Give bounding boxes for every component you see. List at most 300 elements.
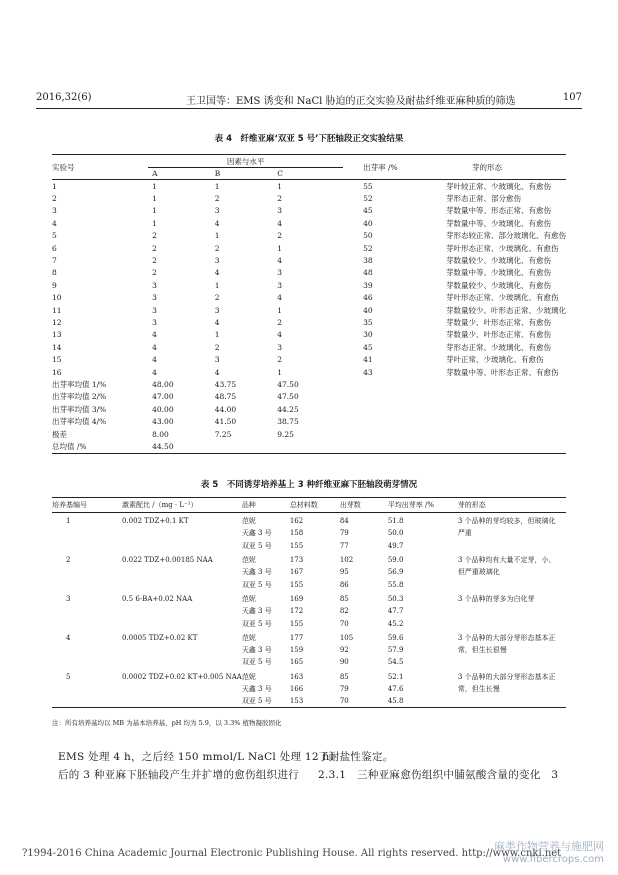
table-row xyxy=(52,566,566,578)
cell-average-rate: 59.6 xyxy=(387,633,404,642)
table-row xyxy=(52,630,566,644)
cell-factor-a: 1 xyxy=(152,206,157,216)
cell-morphology xyxy=(454,617,566,629)
cell-factor-c: 1 xyxy=(277,243,283,253)
row-label: 10 xyxy=(52,293,62,303)
cell-sprout-count: 77 xyxy=(339,541,349,550)
cell-medium-no xyxy=(52,527,122,539)
header-medium-no: 培养基编号 xyxy=(52,498,122,513)
table5-note: 注：所有培养基均以 MB 为基本培养基，pH 均为 5.9，以 3.3% 植物凝胶固化 xyxy=(52,719,282,727)
cell-factor-c: 2 xyxy=(277,231,283,241)
cell-factor-a: 47.00 xyxy=(152,392,174,402)
table-row xyxy=(52,267,566,279)
body-right-line-1: 了耐盐性鉴定。 xyxy=(318,751,394,763)
cell-morphology xyxy=(454,695,566,708)
header-factor-level: 因素与水平 xyxy=(148,155,343,168)
cell-sprout-count: 79 xyxy=(339,529,349,538)
table-row xyxy=(52,656,566,668)
cell-sprout-count: 92 xyxy=(339,646,349,655)
table-row xyxy=(52,230,566,242)
cell-total-material: 177 xyxy=(289,633,304,642)
cell-morphology: 芽形态较正常、部分玻璃化、有愈伤 xyxy=(446,231,566,241)
watermark-title: 麻类作物营养与施肥网 xyxy=(494,840,604,853)
cell-medium-no xyxy=(52,644,122,656)
cell-factor-b: 3 xyxy=(214,256,220,266)
cell-factor-a: 3 xyxy=(152,280,157,290)
table-row xyxy=(52,217,566,229)
table-row xyxy=(52,527,566,539)
cell-factor-b xyxy=(211,440,274,453)
cell-factor-b: 3 xyxy=(214,305,220,315)
row-label: 8 xyxy=(52,268,57,278)
table-row xyxy=(52,391,566,403)
cell-morphology: 芽叶形态正常、少玻璃化、有愈伤 xyxy=(446,243,559,253)
cell-factor-c: 9.25 xyxy=(277,429,294,439)
cell-morphology xyxy=(432,378,566,390)
cell-factor-c: 4 xyxy=(277,256,283,266)
cell-morphology xyxy=(454,605,566,617)
table-row xyxy=(52,180,566,193)
cell-morphology: 芽数量中等、少玻璃化、有愈伤 xyxy=(446,218,551,228)
cell-sprout-rate: 40 xyxy=(363,218,373,228)
cell-sprout-rate: 45 xyxy=(363,206,373,216)
cell-factor-c: 1 xyxy=(277,367,283,377)
table-row xyxy=(52,540,566,552)
cell-factor-a: 2 xyxy=(152,231,157,241)
cell-sprout-rate: 48 xyxy=(363,268,373,278)
cell-total-material: 167 xyxy=(289,568,304,577)
cell-factor-b: 48.75 xyxy=(214,392,237,402)
cell-morphology xyxy=(454,656,566,668)
cell-factor-c: 1 xyxy=(277,305,283,315)
cell-factor-b: 3 xyxy=(214,206,220,216)
journal-issue: 2016,32(6) xyxy=(36,92,92,103)
table-row xyxy=(52,316,566,328)
cell-sprout-rate xyxy=(343,428,432,440)
table-row xyxy=(52,254,566,266)
cell-hormone-ratio xyxy=(122,605,242,617)
cell-factor-c: 3 xyxy=(277,206,283,216)
cell-sprout-rate xyxy=(343,415,432,427)
cell-sprout-rate: 50 xyxy=(363,231,373,241)
row-label: 出芽率均值 3/% xyxy=(52,404,107,414)
cell-variety: 双亚 5 号 xyxy=(241,619,272,628)
row-label: 极差 xyxy=(52,429,67,439)
cell-sprout-rate xyxy=(343,391,432,403)
table-row xyxy=(52,669,566,683)
table-row xyxy=(52,403,566,415)
table-row xyxy=(52,591,566,605)
cell-morphology: 芽数量少、叶形态正常、有愈伤 xyxy=(446,330,551,340)
header-average-rate: 平均出芽率 /% xyxy=(380,498,454,513)
cell-factor-c: 3 xyxy=(277,268,283,278)
watermark-url: www.fibercrops.com xyxy=(502,854,604,865)
cell-morphology: 芽叶较正常、少玻璃化、有愈伤 xyxy=(446,181,551,191)
cell-medium-no: 2 xyxy=(66,556,71,565)
cell-sprout-rate: 52 xyxy=(363,194,373,204)
cell-factor-b: 2 xyxy=(214,194,220,204)
row-label: 出芽率均值 1/% xyxy=(52,379,107,389)
cell-variety: 范妮 xyxy=(241,517,256,526)
cell-sprout-rate xyxy=(343,378,432,390)
cell-medium-no: 4 xyxy=(66,633,71,642)
table5-caption: 表 5 不同诱芽培养基上 3 种纤维亚麻下胚轴段萌芽情况 xyxy=(200,480,418,490)
table5 xyxy=(52,497,566,708)
cell-factor-c: 47.50 xyxy=(277,392,299,402)
cell-average-rate: 47.6 xyxy=(387,685,404,693)
cell-variety: 双亚 5 号 xyxy=(242,695,290,708)
cell-hormone-ratio xyxy=(122,617,242,629)
cell-variety: 范妮 xyxy=(241,556,256,565)
cell-medium-no xyxy=(52,566,122,578)
cell-variety: 双亚 5 号 xyxy=(241,580,272,589)
cell-factor-b: 44.00 xyxy=(214,404,237,414)
cell-morphology: 3 个品种的芽均较多，但玻璃化 xyxy=(457,517,556,526)
cell-medium-no xyxy=(52,540,122,552)
cell-variety: 范妮 xyxy=(241,672,256,681)
cell-morphology: 芽数量较少、少玻璃化、有愈伤 xyxy=(446,256,551,266)
row-label: 16 xyxy=(52,367,62,377)
cell-sprout-rate: 45 xyxy=(363,342,373,352)
cell-factor-a: 8.00 xyxy=(152,429,169,439)
cell-sprout-rate: 43 xyxy=(363,367,373,377)
cell-medium-no xyxy=(52,656,122,668)
cell-factor-c xyxy=(273,440,343,453)
cell-sprout-count: 79 xyxy=(339,685,349,693)
cell-sprout-count: 82 xyxy=(339,607,349,616)
header-experiment-no: 实验号 xyxy=(52,155,148,180)
cell-factor-c: 1 xyxy=(277,181,283,191)
cell-hormone-ratio: 0.0002 TDZ+0.02 KT+0.005 NAA xyxy=(122,672,242,681)
cell-sprout-rate: 55 xyxy=(363,181,373,191)
body-left-line-2: 后的 3 种亚麻下胚轴段产生并扩增的愈伤组织进行 xyxy=(58,769,300,781)
cell-factor-b: 7.25 xyxy=(214,429,232,439)
cell-average-rate: 45.2 xyxy=(387,619,404,628)
cell-variety: 天鑫 3 号 xyxy=(241,685,272,693)
cell-factor-c: 2 xyxy=(277,194,283,204)
table-row xyxy=(52,242,566,254)
cell-medium-no: 5 xyxy=(66,672,71,681)
cell-sprout-rate: 40 xyxy=(363,305,373,315)
header-total-material: 总材料数 xyxy=(290,498,340,513)
cell-factor-a: 40.00 xyxy=(152,404,174,414)
cell-sprout-count: 90 xyxy=(339,658,349,667)
table-row xyxy=(52,644,566,656)
cell-sprout-rate xyxy=(343,403,432,415)
table-row xyxy=(52,366,566,378)
cell-factor-b: 1 xyxy=(214,330,220,340)
cell-morphology: 芽数量中等、形态正常、有愈伤 xyxy=(446,206,551,216)
cell-factor-a: 3 xyxy=(152,305,157,315)
cell-factor-b: 43.75 xyxy=(214,379,237,389)
cell-factor-a: 4 xyxy=(152,367,157,377)
cell-morphology: 3 个品种的大部分芽形态基本正 xyxy=(457,672,556,681)
cell-sprout-count: 86 xyxy=(339,580,349,589)
cell-medium-no xyxy=(52,683,122,695)
cell-factor-a: 4 xyxy=(152,342,157,352)
cell-sprout-rate: 35 xyxy=(363,317,373,327)
cell-medium-no xyxy=(52,578,122,590)
cell-total-material: 155 xyxy=(289,541,304,550)
cell-morphology xyxy=(432,428,566,440)
cell-average-rate: 45.8 xyxy=(380,695,454,708)
cell-total-material: 165 xyxy=(289,658,304,667)
cell-factor-b: 2 xyxy=(214,243,220,253)
table-row xyxy=(52,683,566,695)
cell-hormone-ratio xyxy=(122,695,242,708)
row-label: 出芽率均值 2/% xyxy=(52,392,107,402)
row-label: 6 xyxy=(52,243,57,253)
cell-morphology: 常，但生长慢 xyxy=(457,685,500,693)
running-title: 王卫国等：EMS 诱变和 NaCl 胁迫的正交实验及耐盐纤维亚麻种质的筛选 xyxy=(186,96,516,107)
table4 xyxy=(52,154,566,454)
cell-factor-c: 4 xyxy=(277,330,283,340)
table-row xyxy=(52,304,566,316)
header-factor-c: C xyxy=(273,168,343,180)
header-sprout-morphology: 芽的形态 xyxy=(432,155,566,180)
cell-average-rate: 55.8 xyxy=(387,580,404,589)
cell-factor-c: 3 xyxy=(277,342,283,352)
cell-factor-a: 2 xyxy=(152,256,157,266)
cell-morphology xyxy=(454,578,566,590)
watermark xyxy=(494,838,604,865)
cell-sprout-rate xyxy=(343,440,432,453)
header-factor-b: B xyxy=(211,168,274,180)
cell-sprout-count: 84 xyxy=(339,517,349,526)
cell-total-material: 163 xyxy=(289,672,304,681)
cell-hormone-ratio: 0.5 6-BA+0.02 NAA xyxy=(122,594,193,603)
cell-variety: 天鑫 3 号 xyxy=(241,568,272,577)
cell-sprout-rate: 39 xyxy=(363,280,373,290)
cell-morphology: 芽数量中等、少玻璃化、有愈伤 xyxy=(446,268,551,278)
header-factor-a: A xyxy=(148,168,211,180)
table-row xyxy=(52,695,566,708)
table-row xyxy=(52,353,566,365)
cell-average-rate: 51.8 xyxy=(387,517,404,526)
row-label: 5 xyxy=(52,231,57,241)
table4-caption: 表 4 纤维亚麻‘双亚 5 号’下胚轴段正交实验结果 xyxy=(214,134,404,144)
cell-factor-c: 3 xyxy=(277,280,283,290)
cell-variety: 天鑫 3 号 xyxy=(241,607,272,616)
cell-morphology: 芽数量较少、叶形态正常、少玻璃化 xyxy=(446,305,566,315)
cell-sprout-rate: 38 xyxy=(363,256,373,266)
cell-average-rate: 57.9 xyxy=(387,646,404,655)
cell-sprout-count: 95 xyxy=(339,568,349,577)
cell-factor-b: 1 xyxy=(214,181,220,191)
cell-medium-no xyxy=(52,617,122,629)
cell-average-rate: 50.0 xyxy=(387,529,404,538)
cell-hormone-ratio xyxy=(122,540,242,552)
cell-total-material: 166 xyxy=(289,685,304,693)
cell-morphology: 芽叶形态正常、少玻璃化、有愈伤 xyxy=(446,293,559,303)
cell-average-rate: 54.5 xyxy=(387,658,404,667)
cell-factor-b: 41.50 xyxy=(214,417,237,427)
cell-morphology xyxy=(432,391,566,403)
body-left-line-1: EMS 处理 4 h，之后经 150 mmol/L NaCl 处理 12 h） xyxy=(58,751,341,763)
cell-factor-a: 1 xyxy=(152,194,157,204)
cell-factor-c: 2 xyxy=(277,355,283,365)
cell-factor-c: 44.25 xyxy=(277,404,299,414)
cell-hormone-ratio xyxy=(122,527,242,539)
table-row xyxy=(52,428,566,440)
table-row xyxy=(52,578,566,590)
cell-average-rate: 49.7 xyxy=(387,541,404,550)
cell-morphology xyxy=(432,403,566,415)
cell-factor-b: 2 xyxy=(214,293,220,303)
table-row xyxy=(52,513,566,528)
cell-variety: 双亚 5 号 xyxy=(241,541,272,550)
cell-hormone-ratio xyxy=(122,683,242,695)
table-row xyxy=(52,279,566,291)
running-header xyxy=(36,92,582,109)
cell-factor-a: 1 xyxy=(152,181,157,191)
cell-hormone-ratio xyxy=(122,644,242,656)
cell-average-rate: 56.9 xyxy=(387,568,404,577)
cell-factor-b: 4 xyxy=(214,268,220,278)
cell-factor-b: 3 xyxy=(214,355,220,365)
row-label: 出芽率均值 4/% xyxy=(52,417,107,427)
header-hormone-ratio: 激素配比 /（mg · L⁻¹） xyxy=(122,498,242,513)
cell-factor-a: 4 xyxy=(152,330,157,340)
cell-sprout-rate: 46 xyxy=(363,293,373,303)
cell-total-material: 159 xyxy=(289,646,304,655)
table-row xyxy=(52,192,566,204)
cell-variety: 天鑫 3 号 xyxy=(241,646,272,655)
copyright-footer: ?1994-2016 China Academic Journal Electronic Publishing House. All rights reserved. http://www.cnki.net xyxy=(22,848,562,859)
cell-sprout-count: 102 xyxy=(339,556,354,565)
row-label: 4 xyxy=(52,218,57,228)
cell-factor-c: 2 xyxy=(277,317,283,327)
cell-factor-a: 44.50 xyxy=(148,440,211,453)
cell-sprout-rate: 30 xyxy=(363,330,373,340)
cell-morphology: 但严重玻璃化 xyxy=(457,568,500,577)
cell-sprout-rate: 52 xyxy=(363,243,373,253)
row-label: 14 xyxy=(52,342,62,352)
header-sprout-morphology: 芽的形态 xyxy=(454,498,566,513)
cell-variety: 范妮 xyxy=(241,633,256,642)
cell-average-rate: 47.7 xyxy=(387,607,404,616)
table-row xyxy=(52,605,566,617)
cell-morphology: 芽数量较少、少玻璃化、有愈伤 xyxy=(446,280,551,290)
row-label: 9 xyxy=(52,280,57,290)
cell-sprout-rate: 41 xyxy=(363,355,373,365)
cell-sprout-count: 105 xyxy=(339,633,354,642)
table-row xyxy=(52,415,566,427)
cell-sprout-count: 70 xyxy=(340,695,380,708)
cell-total-material: 155 xyxy=(289,619,304,628)
cell-sprout-count: 70 xyxy=(339,619,349,628)
cell-medium-no xyxy=(52,605,122,617)
cell-total-material: 169 xyxy=(289,594,304,603)
cell-factor-a: 3 xyxy=(152,293,157,303)
cell-morphology: 严重 xyxy=(457,529,472,538)
cell-morphology: 芽数量少、叶形态正常、有愈伤 xyxy=(446,317,551,327)
cell-morphology: 芽数量中等、叶形态正常、有愈伤 xyxy=(446,367,559,377)
cell-factor-b: 2 xyxy=(214,342,220,352)
table-row xyxy=(52,378,566,390)
cell-hormone-ratio xyxy=(122,578,242,590)
row-label: 2 xyxy=(52,194,57,204)
table-row xyxy=(52,329,566,341)
row-label: 3 xyxy=(52,206,57,216)
cell-factor-a: 2 xyxy=(152,243,157,253)
header-sprout-count: 出芽数 xyxy=(340,498,380,513)
cell-hormone-ratio: 0.0005 TDZ+0.02 KT xyxy=(122,633,198,642)
cell-average-rate: 59.0 xyxy=(387,556,404,565)
cell-factor-c: 4 xyxy=(277,293,283,303)
cell-sprout-count: 85 xyxy=(339,672,349,681)
cell-hormone-ratio xyxy=(122,566,242,578)
row-label: 1 xyxy=(52,181,57,191)
cell-variety: 天鑫 3 号 xyxy=(241,529,272,538)
table-row xyxy=(52,292,566,304)
cell-factor-b: 4 xyxy=(214,218,220,228)
cell-factor-a: 4 xyxy=(152,355,157,365)
table-row xyxy=(52,552,566,566)
cell-morphology xyxy=(432,415,566,427)
table-row xyxy=(52,205,566,217)
cell-total-material: 162 xyxy=(289,517,304,526)
cell-total-material: 158 xyxy=(289,529,304,538)
cell-morphology: 3 个品种的芽多为白化芽 xyxy=(457,594,535,603)
cell-factor-b: 4 xyxy=(214,317,220,327)
cell-morphology: 3 个品种的大部分芽形态基本正 xyxy=(457,633,556,642)
cell-factor-b: 1 xyxy=(214,231,220,241)
cell-factor-b: 4 xyxy=(214,367,220,377)
section-heading-2-3-1: 2.3.1 三种亚麻愈伤组织中脯氨酸含量的变化 3 xyxy=(318,769,559,781)
cell-factor-a: 48.00 xyxy=(152,379,174,389)
cell-factor-a: 3 xyxy=(152,317,157,327)
cell-factor-a: 1 xyxy=(152,218,157,228)
cell-medium-no xyxy=(52,695,122,708)
cell-hormone-ratio xyxy=(122,656,242,668)
cell-average-rate: 52.1 xyxy=(387,672,404,681)
cell-morphology xyxy=(454,540,566,552)
page-number: 107 xyxy=(562,92,582,103)
cell-medium-no: 1 xyxy=(66,517,71,526)
cell-medium-no: 3 xyxy=(66,594,71,603)
cell-morphology: 芽形态正常、少玻璃化、有愈伤 xyxy=(446,342,551,352)
cell-average-rate: 50.3 xyxy=(387,594,404,603)
cell-factor-b: 1 xyxy=(214,280,220,290)
cell-factor-a: 43.00 xyxy=(152,417,174,427)
cell-hormone-ratio: 0.002 TDZ+0.1 KT xyxy=(122,517,189,526)
cell-total-material: 172 xyxy=(289,607,304,616)
cell-variety: 双亚 5 号 xyxy=(241,658,272,667)
header-sprout-rate: 出芽率 /% xyxy=(343,155,432,180)
cell-morphology: 常，但生长很慢 xyxy=(457,646,507,655)
cell-variety: 范妮 xyxy=(241,594,256,603)
table-row xyxy=(52,341,566,353)
cell-factor-c: 47.50 xyxy=(277,379,299,389)
cell-hormone-ratio: 0.022 TDZ+0.00185 NAA xyxy=(122,556,213,565)
cell-total-material: 173 xyxy=(289,556,304,565)
cell-sprout-count: 85 xyxy=(339,594,349,603)
row-label: 12 xyxy=(52,317,62,327)
cell-morphology: 3 个品种均有大量不定芽，小、 xyxy=(457,556,556,565)
cell-total-material: 155 xyxy=(289,580,304,589)
row-label: 15 xyxy=(52,355,62,365)
row-label: 11 xyxy=(52,305,62,315)
row-label: 7 xyxy=(52,256,57,266)
cell-morphology: 芽形态正常、部分愈伤 xyxy=(446,194,521,204)
table-row xyxy=(52,440,566,453)
cell-factor-c: 38.75 xyxy=(277,417,299,427)
table-row xyxy=(52,617,566,629)
row-label: 13 xyxy=(52,330,62,340)
row-label: 总均值 /% xyxy=(52,440,148,453)
cell-morphology: 芽叶正常、少玻璃化、有愈伤 xyxy=(446,355,544,365)
